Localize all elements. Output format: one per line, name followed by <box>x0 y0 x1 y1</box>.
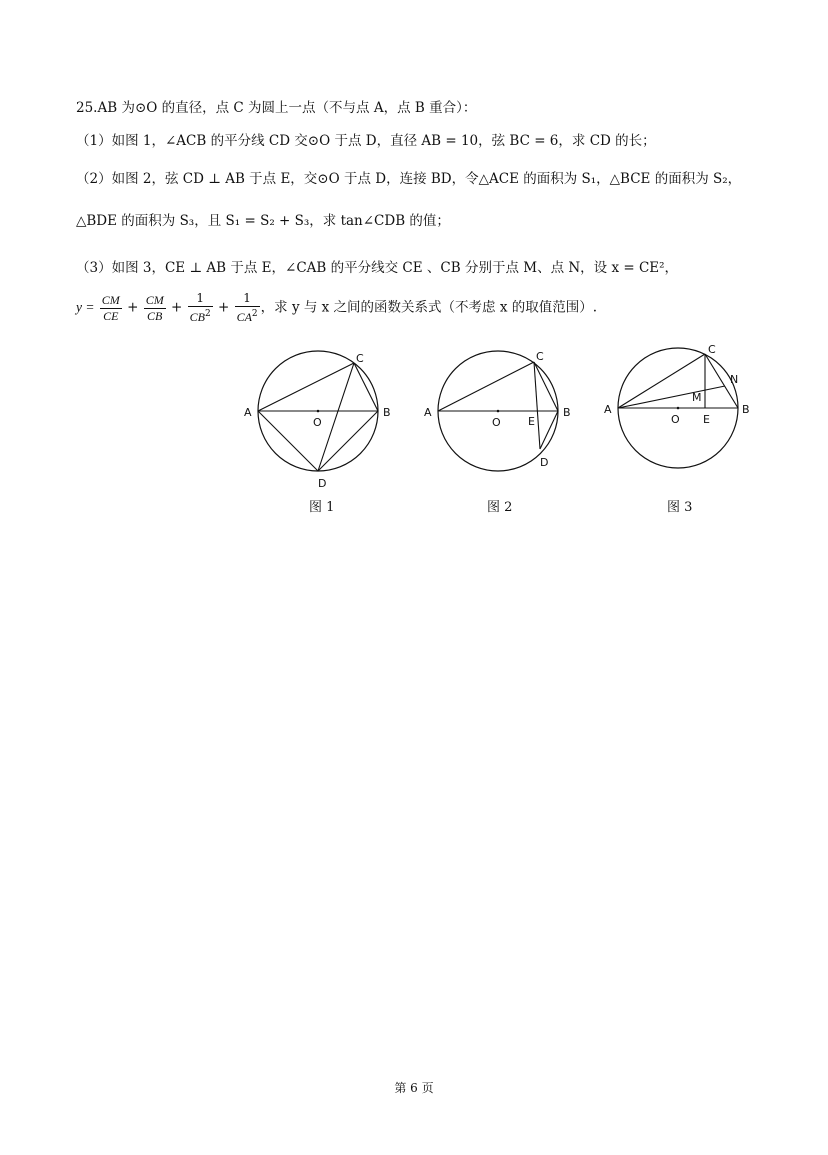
label-e: E <box>703 413 710 426</box>
chord-cd <box>534 362 540 449</box>
bisector-an <box>618 386 725 408</box>
chord-ad <box>258 411 318 471</box>
label-n: N <box>730 373 739 386</box>
chord-cb <box>354 363 378 411</box>
label-e: E <box>528 415 535 428</box>
figure-3 <box>596 340 766 490</box>
figure-1 <box>236 340 406 490</box>
center-dot <box>317 410 320 413</box>
label-b: B <box>742 403 750 416</box>
part1-text: （1）如图 1，∠ACB 的平分线 CD 交⊙O 于点 D，直径 AB = 10，弦 BC = 6，求 CD 的长； <box>76 133 656 149</box>
label-o: O <box>671 413 680 426</box>
center-dot <box>677 407 680 410</box>
fraction-1-ca2: $\frac{1}{CA^2}$ <box>236 291 258 324</box>
label-o: O <box>313 416 322 429</box>
figure-2 <box>416 340 586 490</box>
label-a: A <box>424 406 432 419</box>
label-a: A <box>244 406 252 419</box>
page-number: 第 6 页 <box>394 1081 434 1095</box>
figure-2-caption: 图 2 <box>487 500 513 515</box>
fraction-cm-ce: $\frac{CM}{CE}$ <box>101 292 120 323</box>
chord-ac <box>438 362 534 411</box>
problem-intro <box>76 98 476 118</box>
label-c: C <box>708 343 716 356</box>
label-b: B <box>563 406 571 419</box>
chord-bd <box>318 411 378 471</box>
part3-text-line1: （3）如图 3，CE ⊥ AB 于点 E，∠CAB 的平分线交 CE 、CB 分别于点 M、点 N，设 x = CE²， <box>76 260 679 276</box>
figure-1-caption: 图 1 <box>309 500 335 515</box>
label-d: D <box>540 456 549 469</box>
center-dot <box>497 410 500 413</box>
fraction-cm-cb: $\frac{CM}{CB}$ <box>145 292 164 323</box>
chord-ac <box>258 363 354 411</box>
label-o: O <box>492 416 501 429</box>
label-b: B <box>383 406 391 419</box>
problem-number: 25. <box>76 100 98 116</box>
label-m: M <box>692 391 702 404</box>
label-c: C <box>356 352 364 365</box>
intro-text: AB 为⊙O 的直径，点 C 为圆上一点（不与点 A，点 B 重合）： <box>97 100 477 116</box>
label-d: D <box>318 477 327 490</box>
fraction-1-cb2: $\frac{1}{CB^2}$ <box>189 291 211 324</box>
part3-text-line2: ，求 y 与 x 之间的函数关系式（不考虑 x 的取值范围）. <box>260 299 598 316</box>
part2-text-line1: （2）如图 2，弦 CD ⊥ AB 于点 E，交⊙O 于点 D，连接 BD，令△ACE 的面积为 S₁，△BCE 的面积为 S₂， <box>76 171 742 187</box>
chord-cd <box>318 363 354 471</box>
figure-3-caption: 图 3 <box>667 500 693 515</box>
chord-cb <box>534 362 558 411</box>
part3-formula-line: y = $\frac{CM}{CE}$ + $\frac{CM}{CB}$ + $\frac{1}{CB^2}$ + $\frac{1}{CA^2}$ ，求 y 与 x 之间的函数关系式（不考虑 x 的取值范围）. <box>76 291 598 324</box>
label-c: C <box>536 350 544 363</box>
label-a: A <box>604 403 612 416</box>
part2-text-line2: △BDE 的面积为 S₃，且 S₁ = S₂ + S₃，求 tan∠CDB 的值； <box>76 213 450 229</box>
formula-y: y = <box>76 299 95 315</box>
